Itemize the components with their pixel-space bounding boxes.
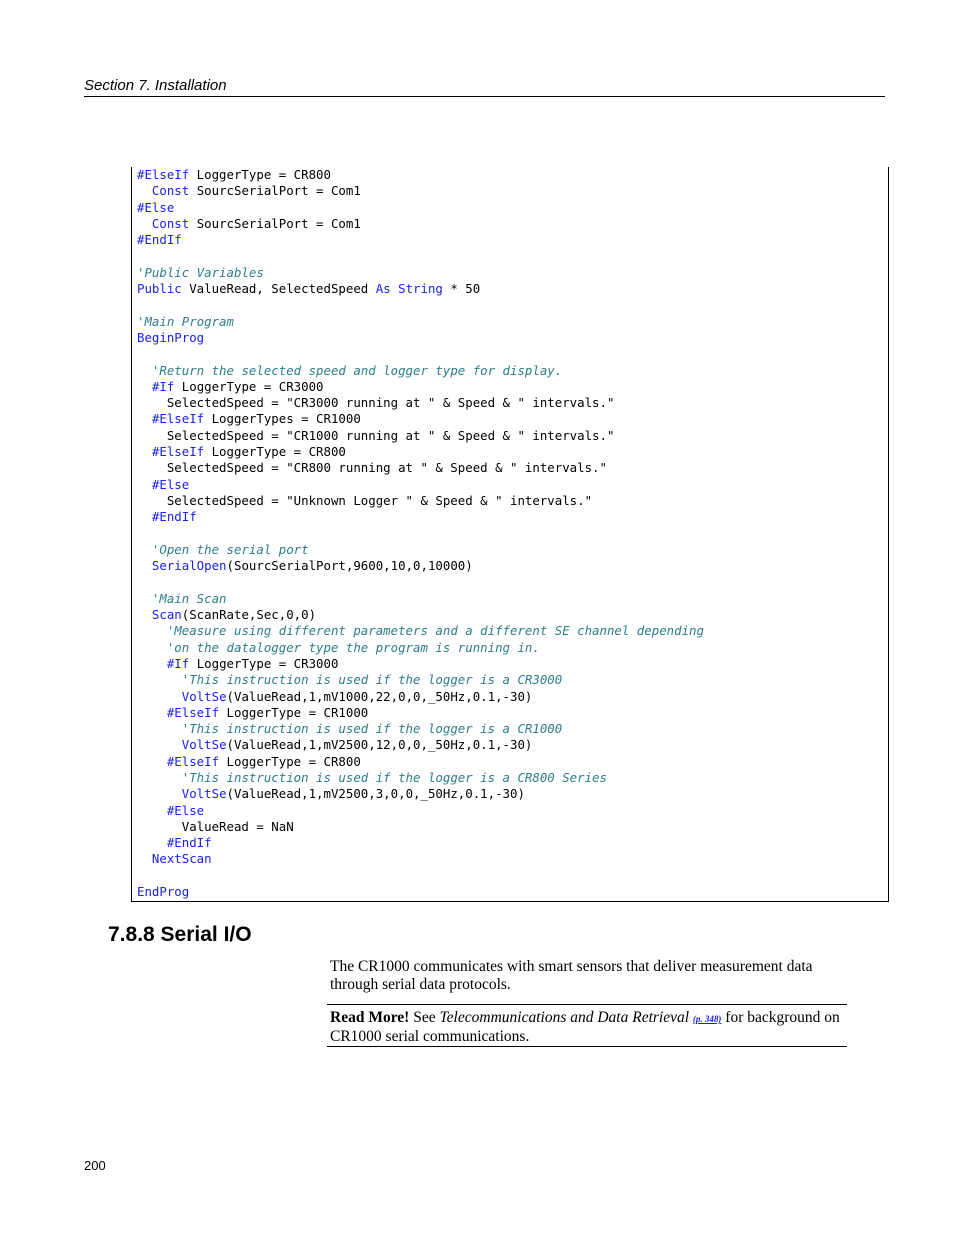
code-text [137,851,152,866]
code-text [137,835,167,850]
code-text: (ValueRead,1,mV2500,12,0,0,_50Hz,0.1,-30) [226,737,533,753]
code-comment: 'Main Scan [151,590,227,606]
read-more-label: Read More! [330,1009,410,1026]
code-line [137,737,704,753]
code-text [137,754,167,769]
code-keyword: #Else [137,199,175,215]
code-keyword: #EndIf [151,509,197,525]
code-line [137,591,704,607]
code-line [137,232,704,248]
code-line [137,265,704,281]
code-keyword: Public [137,281,182,297]
code-line [137,574,704,590]
code-keyword: VoltSe [181,737,227,753]
code-text [137,379,152,394]
code-text [137,770,182,785]
code-comment: 'This instruction is used if the logger is a CR800 Series [181,769,607,785]
code-keyword: VoltSe [181,786,227,802]
code-text: LoggerType = CR800 [189,167,331,182]
running-header: Section 7. Installation [84,77,227,94]
code-keyword: NextScan [151,851,212,867]
code-line [137,819,704,835]
code-text: ValueRead = NaN [137,818,294,834]
code-text: LoggerType = CR800 [219,753,361,769]
code-keyword: #ElseIf [166,753,220,769]
code-line [137,623,704,639]
code-line [137,721,704,737]
code-text [137,640,167,655]
code-keyword: String [398,281,443,297]
code-keyword: #Else [151,476,190,492]
code-text [137,721,182,736]
section-heading: 7.8.8 Serial I/O [108,923,252,946]
page-reference-link[interactable]: (p. 348) [692,1014,722,1024]
code-text: SourcSerialPort = Com1 [189,215,361,231]
code-text [137,411,152,426]
code-line [137,770,704,786]
read-more-rest: for background on CR1000 serial communications. [330,1009,840,1045]
code-text [137,689,182,704]
code-text [137,656,167,671]
code-text: ValueRead, SelectedSpeed [181,281,376,297]
code-line [137,835,704,851]
code-line [137,754,704,770]
code-keyword: #If [166,655,190,671]
code-text [137,542,152,557]
code-line [137,200,704,216]
code-line [137,656,704,672]
code-text: (ScanRate,Sec,0,0) [181,607,317,623]
code-line [137,444,704,460]
code-text: (ValueRead,1,mV1000,22,0,0,_50Hz,0.1,-30) [226,688,533,704]
code-text [137,591,152,606]
code-keyword: #EndIf [166,835,212,851]
code-text: * 50 [442,281,481,297]
code-line [137,183,704,199]
code-keyword: #ElseIf [137,167,190,182]
code-line [137,542,704,558]
read-more-text [330,1009,840,1046]
code-keyword: EndProg [137,884,190,900]
code-line [137,558,704,574]
code-keyword: BeginProg [137,329,205,345]
code-line [137,346,704,362]
code-text: SelectedSpeed = "CR800 running at " & Speed & " intervals." [137,460,607,476]
code-text [137,705,167,720]
code-text [137,803,167,818]
code-line [137,167,704,183]
code-keyword: #ElseIf [166,704,220,720]
page-number: 200 [84,1158,106,1173]
code-line [137,411,704,427]
code-keyword: Const [151,183,190,199]
code-line [137,705,704,721]
code-text [391,281,398,296]
code-text [137,363,152,378]
code-line [137,868,704,884]
code-text [137,786,182,801]
code-text [137,509,152,524]
code-line [137,640,704,656]
code-comment: 'Public Variables [137,264,264,280]
code-keyword: #EndIf [137,232,182,248]
code-line [137,851,704,867]
code-text [137,444,152,459]
code-line [137,786,704,802]
code-text [137,672,182,687]
code-keyword: As [375,281,391,297]
code-text: SelectedSpeed = "CR1000 running at " & Speed & " intervals." [137,427,615,443]
code-text: LoggerType = CR800 [204,444,346,460]
body-paragraph: The CR1000 communicates with smart sensors that deliver measurement data through serial data protocols. [330,958,813,993]
code-keyword: #ElseIf [151,444,205,460]
code-line [137,509,704,525]
code-text [137,477,152,492]
code-text: LoggerType = CR3000 [189,655,339,671]
code-text: SelectedSpeed = "CR3000 running at " & Speed & " intervals." [137,395,615,411]
code-keyword: #ElseIf [151,411,205,427]
code-keyword: SerialOpen [151,558,227,574]
code-line [137,607,704,623]
code-text: (ValueRead,1,mV2500,3,0,0,_50Hz,0.1,-30) [226,786,525,802]
code-line [137,884,704,900]
code-comment: 'This instruction is used if the logger is a CR1000 [181,721,563,737]
code-text: LoggerType = CR1000 [219,704,369,720]
code-example-box [131,167,889,902]
code-line [137,526,704,542]
code-text [137,623,167,638]
code-keyword: #If [151,378,175,394]
code-text: (SourcSerialPort,9600,10,0,10000) [226,558,473,574]
code-line [137,363,704,379]
code-keyword: Scan [151,607,182,623]
code-keyword: Const [151,215,190,231]
code-line [137,379,704,395]
code-line [137,477,704,493]
header-rule [84,96,885,97]
code-comment: 'Main Program [137,313,234,329]
code-text [137,183,152,198]
code-line [137,281,704,297]
code-line [137,460,704,476]
code-text [137,216,152,231]
read-more-see: See [409,1009,440,1026]
code-line [137,493,704,509]
code-line [137,428,704,444]
code-line [137,803,704,819]
code-text [137,607,152,622]
code-line [137,689,704,705]
code-line [137,672,704,688]
code-comment: 'This instruction is used if the logger is a CR3000 [181,672,563,688]
read-more-box [327,1004,847,1047]
code-text [137,558,152,573]
code-text: SelectedSpeed = "Unknown Logger " & Speed & " intervals." [137,492,593,508]
code-line [137,314,704,330]
read-more-title: Telecommunications and Data Retrieval [439,1009,690,1026]
code-comment: 'Open the serial port [151,541,309,557]
code-line [137,216,704,232]
code-text [137,737,182,752]
code-comment: 'Return the selected speed and logger type for display. [151,362,563,378]
code-line [137,395,704,411]
code-text: LoggerTypes = CR1000 [204,411,361,427]
code-comment: 'on the datalogger type the program is running in. [166,639,540,655]
code-line [137,330,704,346]
code-line [137,248,704,264]
code-line [137,297,704,313]
code-comment: 'Measure using different parameters and a different SE channel depending [166,623,704,639]
code-keyword: VoltSe [181,688,227,704]
code-text: LoggerType = CR3000 [174,378,324,394]
code-text: SourcSerialPort = Com1 [189,183,361,199]
code-listing [137,167,704,900]
code-keyword: #Else [166,802,205,818]
